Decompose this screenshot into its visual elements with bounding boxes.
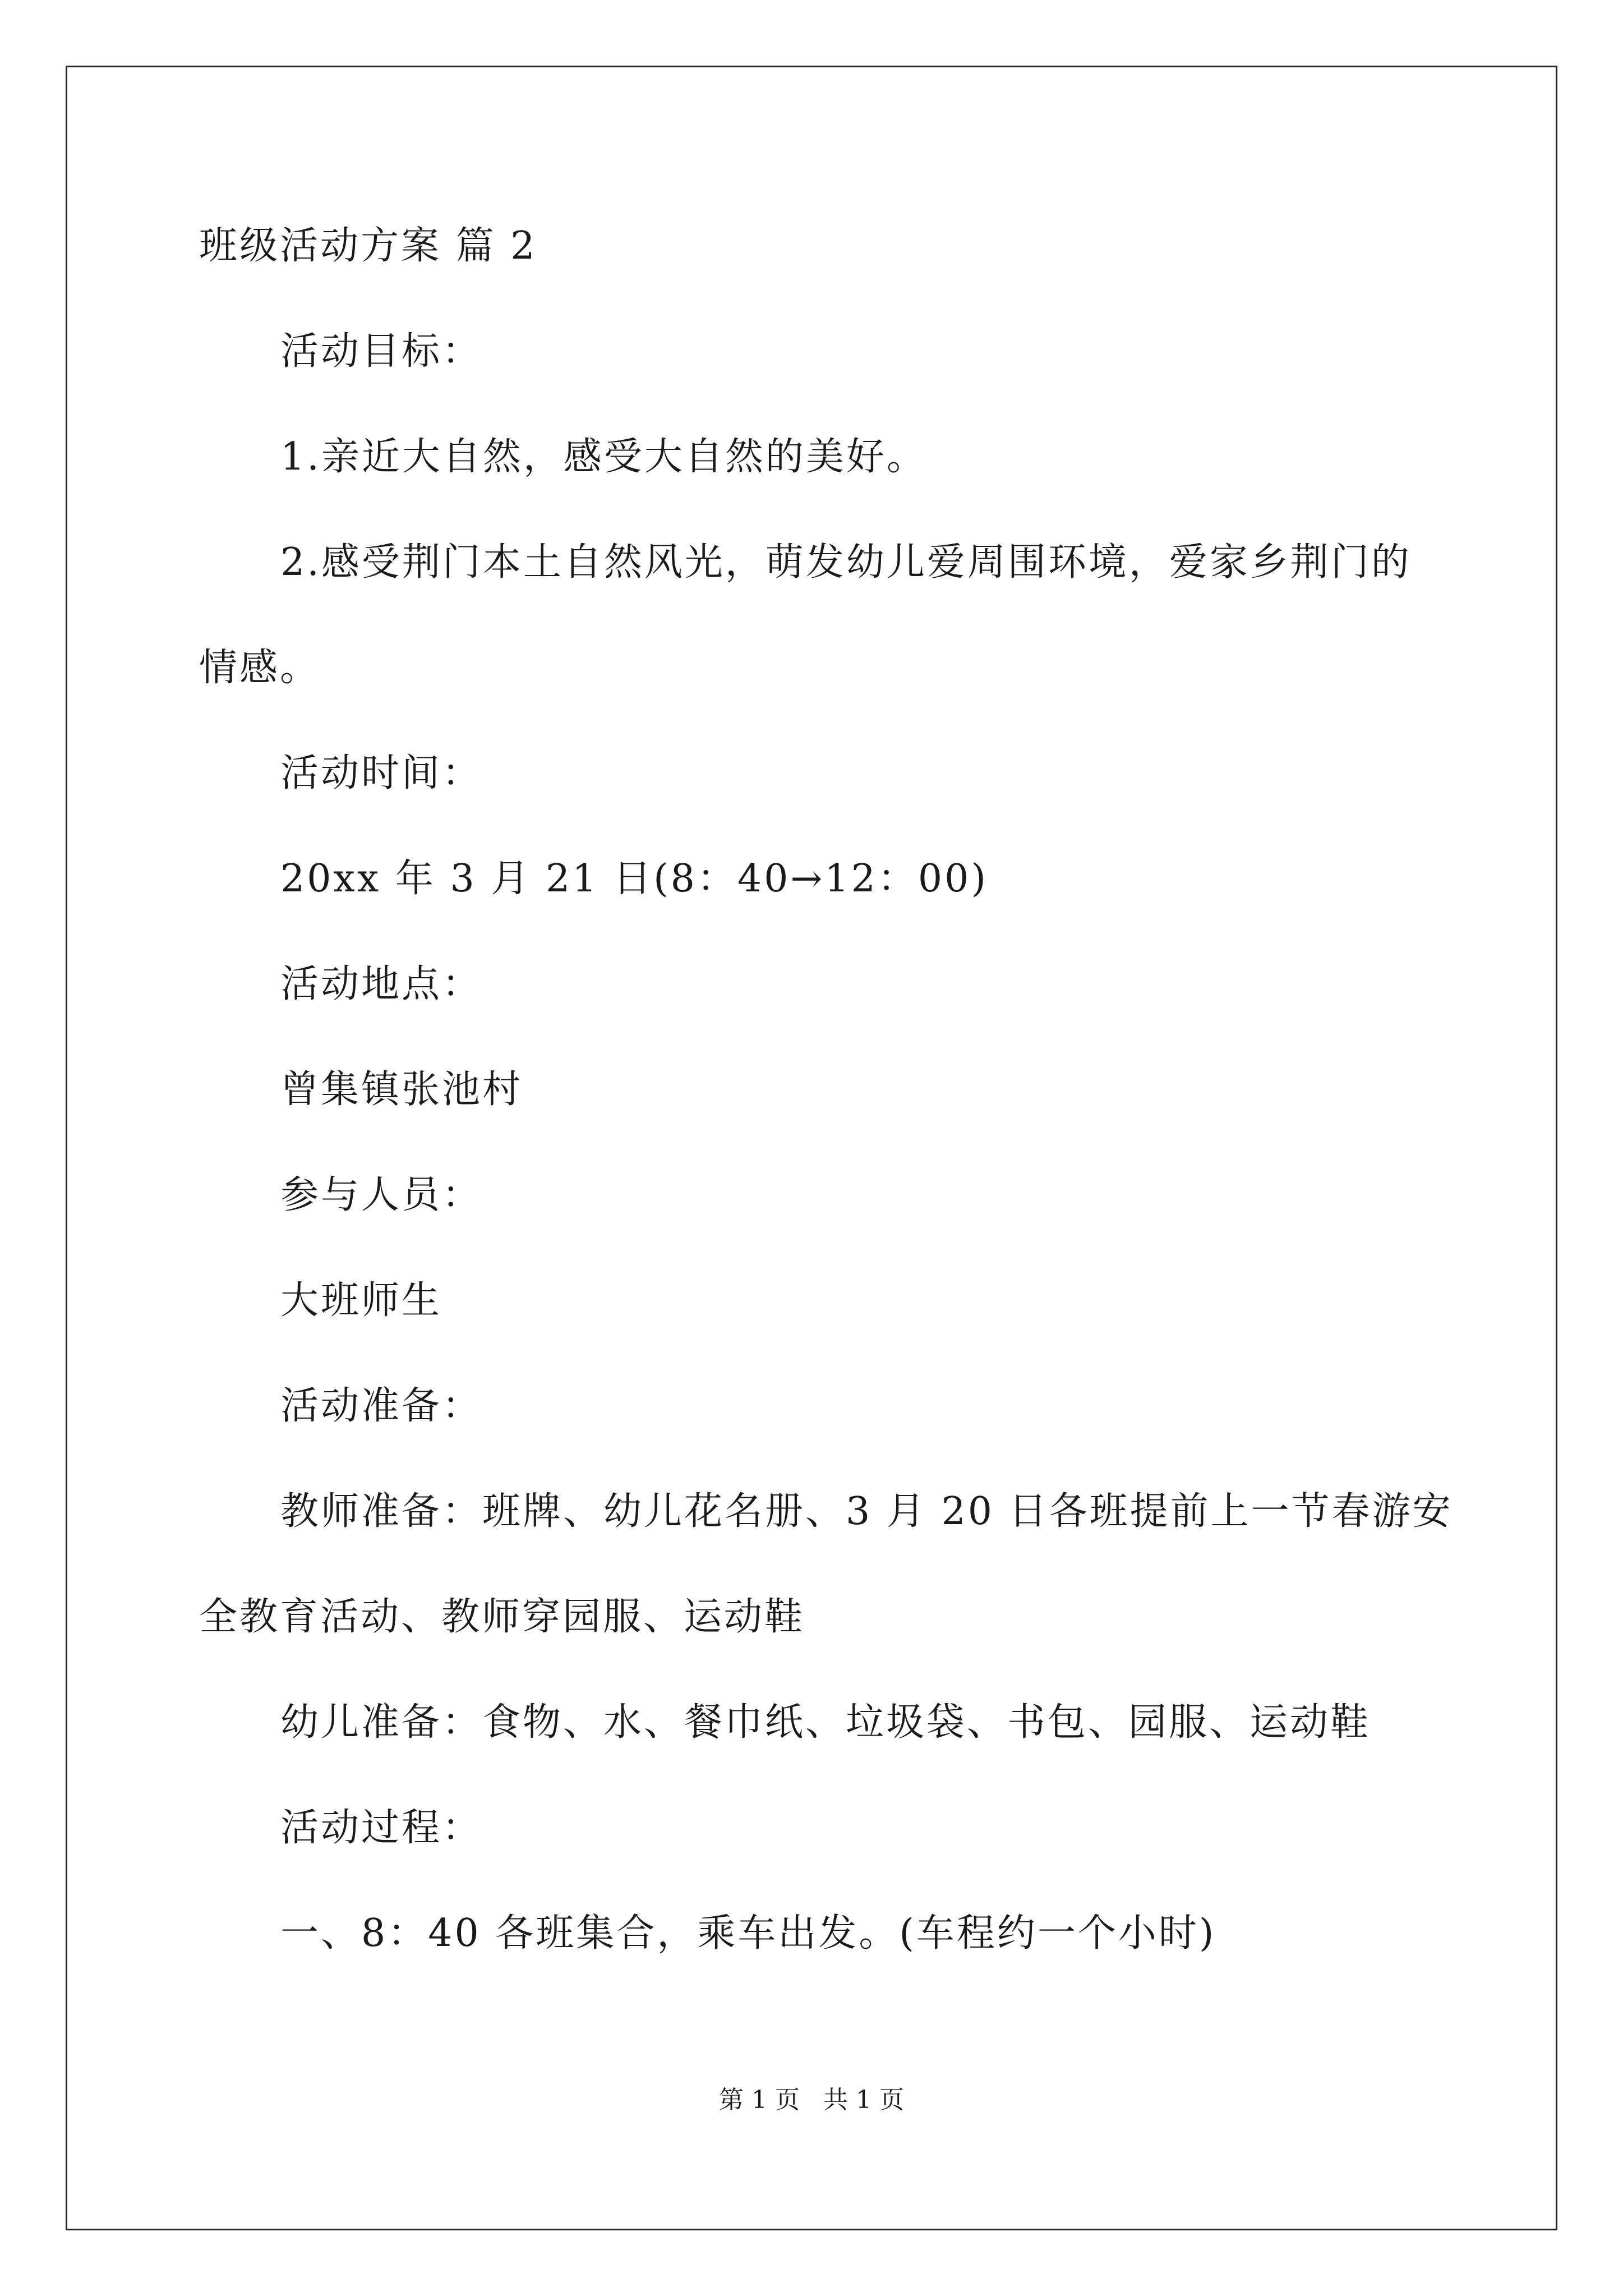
page-number-footer: 第 1 页 共 1 页	[719, 2086, 904, 2114]
paragraph: 活动过程：	[280, 1806, 483, 1850]
paragraph: 大班师生	[280, 1278, 442, 1323]
paragraph-continuation: 情感。	[199, 646, 321, 690]
paragraph: 20xx 年 3 月 21 日(8：40→12：00)	[280, 857, 988, 901]
paragraph: 活动地点：	[280, 962, 483, 1006]
paragraph: 参与人员：	[280, 1173, 483, 1217]
paragraph: 教师准备：班牌、幼儿花名册、3 月 20 日各班提前上一节春游安	[280, 1489, 1453, 1534]
paragraph: 活动目标：	[280, 329, 483, 374]
paragraph-continuation: 全教育活动、教师穿园服、运动鞋	[199, 1595, 805, 1639]
paragraph: 活动准备：	[280, 1384, 483, 1428]
paragraph: 曾集镇张池村	[280, 1068, 523, 1112]
page-border	[66, 66, 1557, 2230]
paragraph: 活动时间：	[280, 751, 483, 795]
paragraph: 一、8：40 各班集合，乘车出发。(车程约一个小时)	[280, 1911, 1216, 1955]
paragraph: 幼儿准备：食物、水、餐巾纸、垃圾袋、书包、园服、运动鞋	[280, 1700, 1371, 1745]
paragraph: 2.感受荆门本土自然风光，萌发幼儿爱周围环境，爱家乡荆门的	[280, 540, 1412, 585]
paragraph: 1.亲近大自然，感受大自然的美好。	[280, 435, 927, 479]
document-title: 班级活动方案 篇 2	[199, 224, 537, 268]
